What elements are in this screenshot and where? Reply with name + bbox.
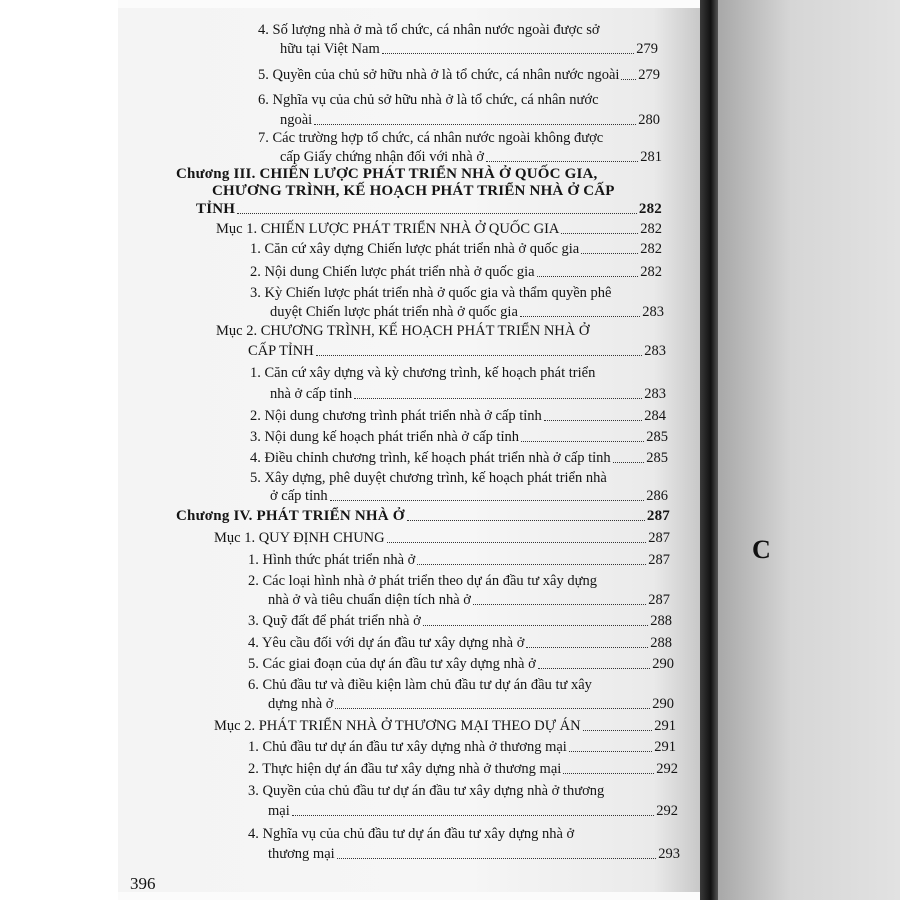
toc-entry: [268, 696, 674, 713]
chapter-heading: [212, 183, 672, 200]
toc-page-number: 287: [648, 592, 670, 608]
toc-page-number: 287: [646, 508, 670, 524]
toc-page-number: 282: [640, 264, 662, 280]
page-number: 396: [130, 874, 156, 892]
toc-entry-text: nhà ở cấp tỉnh: [270, 386, 353, 402]
toc-entry: [268, 803, 678, 820]
toc-page-number: 287: [648, 552, 670, 568]
toc-page-number: 291: [654, 739, 676, 755]
toc-page-number: 290: [652, 696, 674, 712]
book-spine-shadow: [700, 0, 718, 900]
toc-entry-text: nhà ở và tiêu chuẩn diện tích nhà ở: [268, 592, 471, 608]
toc-entry-text: 4. Yêu cầu đối với dự án đầu tư xây dựng nhà ở: [248, 635, 525, 651]
toc-page-number: 279: [636, 41, 658, 57]
toc-entry-text: 4. Số lượng nhà ở mà tổ chức, cá nhân nước ngoài được sở: [258, 22, 600, 38]
leader-dots: [354, 397, 642, 399]
chapter-heading: [176, 508, 670, 525]
toc-entry: [250, 470, 666, 487]
toc-page-number: 288: [650, 635, 672, 651]
toc-entry: [250, 408, 666, 425]
leader-dots: [583, 729, 653, 731]
toc-entry-text: ở cấp tỉnh: [270, 488, 328, 504]
toc-page-number: 293: [658, 846, 680, 862]
toc-page-number: 288: [650, 613, 672, 629]
toc-entry-text: CHƯƠNG TRÌNH, KẾ HOẠCH PHÁT TRIỂN NHÀ Ở CẤP: [212, 183, 615, 199]
toc-page-number: 283: [642, 304, 664, 320]
toc-entry: [250, 241, 662, 258]
toc-entry: [270, 304, 664, 321]
leader-dots: [473, 603, 646, 605]
leader-dots: [337, 857, 657, 859]
leader-dots: [538, 667, 651, 669]
toc-entry-text: 3. Kỳ Chiến lược phát triển nhà ở quốc gia và thẩm quyền phê: [250, 285, 612, 301]
toc-entry-text: dựng nhà ở: [268, 696, 334, 712]
toc-entry-text: 3. Quỹ đất để phát triển nhà ở: [248, 613, 421, 629]
toc-entry-text: thương mại: [268, 846, 335, 862]
book-page: [118, 8, 700, 892]
leader-dots: [581, 252, 638, 254]
toc-page-number: 281: [640, 149, 662, 165]
toc-page-number: 284: [644, 408, 666, 424]
toc-entry: [268, 846, 680, 863]
toc-entry: [270, 488, 668, 505]
toc-page-number: 282: [638, 201, 662, 217]
section-heading: [216, 221, 662, 238]
toc-page-number: 292: [656, 803, 678, 819]
leader-dots: [486, 160, 638, 162]
chapter-heading: [176, 166, 666, 183]
toc-entry: [250, 285, 664, 302]
toc-page-number: 285: [646, 450, 668, 466]
leader-dots: [613, 461, 645, 463]
toc-entry-text: Chương III. CHIẾN LƯỢC PHÁT TRIỂN NHÀ Ở QUỐC GIA,: [176, 166, 598, 182]
toc-entry-text: TỈNH: [196, 201, 236, 217]
leader-dots: [520, 315, 640, 317]
chapter-heading: [196, 201, 662, 218]
toc-entry-text: 1. Chủ đầu tư dự án đầu tư xây dựng nhà ở thương mại: [248, 739, 567, 755]
leader-dots: [382, 52, 635, 54]
toc-entry: [258, 130, 658, 147]
toc-entry-text: 4. Điều chỉnh chương trình, kế hoạch phát triển nhà ở cấp tỉnh: [250, 450, 611, 466]
toc-entry: [248, 826, 676, 843]
toc-page-number: 279: [638, 67, 660, 83]
toc-entry-text: Mục 2. CHƯƠNG TRÌNH, KẾ HOẠCH PHÁT TRIỂN NHÀ Ở: [216, 323, 590, 339]
toc-entry: [248, 613, 672, 630]
toc-page-number: 280: [638, 112, 660, 128]
leader-dots: [521, 440, 644, 442]
toc-entry: [250, 450, 668, 467]
toc-page-number: 282: [640, 241, 662, 257]
toc-entry: [250, 429, 668, 446]
leader-dots: [314, 123, 636, 125]
toc-entry-text: Mục 1. CHIẾN LƯỢC PHÁT TRIỂN NHÀ Ở QUỐC GIA: [216, 221, 560, 237]
toc-entry: [248, 677, 672, 694]
leader-dots: [526, 646, 648, 648]
toc-page-number: 292: [656, 761, 678, 777]
leader-dots: [316, 354, 643, 356]
toc-page-number: 283: [644, 343, 666, 359]
section-heading: [214, 718, 676, 735]
toc-entry: [258, 67, 660, 84]
toc-entry-text: 6. Nghĩa vụ của chủ sở hữu nhà ở là tổ chức, cá nhân nước: [258, 92, 599, 108]
toc-entry-text: 1. Căn cứ xây dựng Chiến lược phát triển nhà ở quốc gia: [250, 241, 580, 257]
section-heading: [214, 530, 670, 547]
toc-entry-text: 2. Thực hiện dự án đầu tư xây dựng nhà ở thương mại: [248, 761, 562, 777]
toc-entry-text: 2. Nội dung Chiến lược phát triển nhà ở quốc gia: [250, 264, 535, 280]
section-heading: [248, 343, 666, 360]
toc-entry-text: 1. Căn cứ xây dựng và kỳ chương trình, kế hoạch phát triển: [250, 365, 596, 381]
section-heading: [216, 323, 666, 340]
toc-entry-text: 5. Xây dựng, phê duyệt chương trình, kế hoạch phát triển nhà: [250, 470, 607, 486]
toc-page-number: 287: [648, 530, 670, 546]
leader-dots: [387, 541, 647, 543]
toc-entry-text: 3. Nội dung kế hoạch phát triển nhà ở cấp tỉnh: [250, 429, 520, 445]
toc-entry-text: 3. Quyền của chủ đầu tư dự án đầu tư xây dựng nhà ở thương: [248, 783, 605, 799]
margin-left: [0, 0, 118, 900]
toc-entry-text: 6. Chủ đầu tư và điều kiện làm chủ đầu tư dự án đầu tư xây: [248, 677, 592, 693]
leader-dots: [330, 499, 645, 501]
toc-entry-text: Mục 2. PHÁT TRIỂN NHÀ Ở THƯƠNG MẠI THEO DỰ ÁN: [214, 718, 581, 734]
toc-entry: [280, 41, 658, 58]
leader-dots: [335, 707, 650, 709]
toc-entry: [248, 783, 674, 800]
leader-dots: [407, 519, 645, 521]
leader-dots: [569, 750, 652, 752]
toc-entry: [258, 92, 658, 109]
toc-entry: [248, 656, 674, 673]
toc-entry-text: hữu tại Việt Nam: [280, 41, 380, 57]
toc-entry-text: CẤP TỈNH: [248, 343, 314, 359]
toc-page-number: 286: [646, 488, 668, 504]
toc-entry-text: mại: [268, 803, 290, 819]
toc-entry: [280, 112, 660, 129]
toc-entry-text: duyệt Chiến lược phát triển nhà ở quốc gia: [270, 304, 518, 320]
toc-entry-text: 2. Các loại hình nhà ở phát triển theo dự án đầu tư xây dựng: [248, 573, 597, 589]
toc-entry: [248, 739, 676, 756]
toc-entry-text: 5. Các giai đoạn của dự án đầu tư xây dựng nhà ở: [248, 656, 536, 672]
toc-page-number: 283: [644, 386, 666, 402]
toc-page-number: 291: [654, 718, 676, 734]
toc-entry: [248, 573, 668, 590]
toc-entry-text: 5. Quyền của chủ sở hữu nhà ở là tổ chức, cá nhân nước ngoài: [258, 67, 620, 83]
toc-entry-text: 2. Nội dung chương trình phát triển nhà ở cấp tỉnh: [250, 408, 542, 424]
toc-entry: [250, 365, 664, 382]
leader-dots: [423, 624, 648, 626]
toc-entry: [280, 149, 662, 166]
toc-entry: [248, 635, 672, 652]
facing-page-letter: C: [752, 535, 771, 564]
toc-entry-text: 4. Nghĩa vụ của chủ đầu tư dự án đầu tư xây dựng nhà ở: [248, 826, 575, 842]
toc-page-number: 290: [652, 656, 674, 672]
toc-entry-text: 1. Hình thức phát triển nhà ở: [248, 552, 416, 568]
facing-page: [718, 0, 900, 900]
leader-dots: [537, 275, 639, 277]
leader-dots: [292, 814, 655, 816]
leader-dots: [544, 419, 642, 421]
toc-entry: [258, 22, 658, 39]
toc-entry-text: Chương IV. PHÁT TRIỂN NHÀ Ở: [176, 508, 405, 524]
toc-entry-text: Mục 1. QUY ĐỊNH CHUNG: [214, 530, 385, 546]
toc-page-number: 285: [646, 429, 668, 445]
toc-entry: [270, 386, 666, 403]
toc-entry: [250, 264, 662, 281]
leader-dots: [621, 78, 636, 80]
toc-entry-text: cấp Giấy chứng nhận đối với nhà ở: [280, 149, 484, 165]
leader-dots: [417, 563, 646, 565]
toc-entry: [268, 592, 670, 609]
leader-dots: [563, 772, 654, 774]
leader-dots: [237, 212, 637, 214]
toc-page-number: 282: [640, 221, 662, 237]
toc-entry-text: 7. Các trường hợp tổ chức, cá nhân nước ngoài không được: [258, 130, 604, 146]
toc-entry: [248, 552, 670, 569]
leader-dots: [561, 232, 638, 234]
toc-entry-text: ngoài: [280, 112, 313, 128]
toc-entry: [248, 761, 678, 778]
